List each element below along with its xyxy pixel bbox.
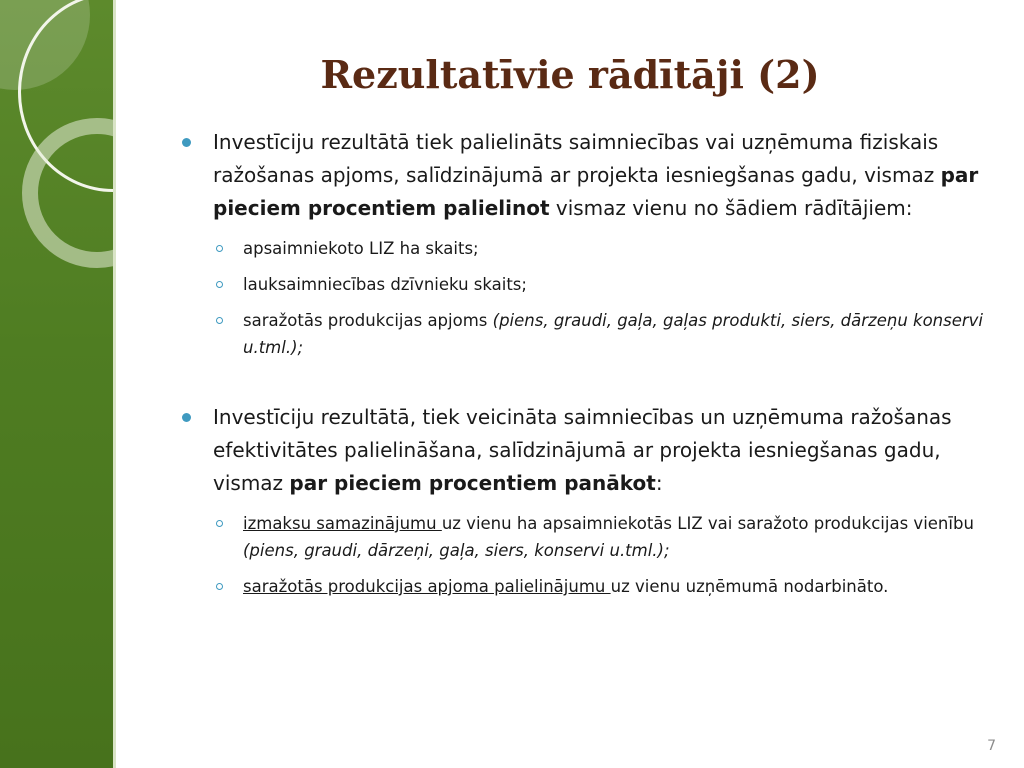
sidebar-edge [113,0,116,768]
sidebar-decoration [0,0,113,768]
bullet-2-sublist [213,510,990,600]
sub-item-underline: saražotās produkcijas apjoma palielinājumu [243,577,611,596]
sub-item-italic: (piens, graudi, gaļa, gaļas produkti, siers, dārzeņu konservi u.tml.); [243,311,984,357]
bullet-1-bold: par pieciem procentiem palielinot [213,163,979,220]
bullet-2-tail: : [655,471,663,495]
sub-item-italic: (piens, graudi, dārzeņi, gaļa, siers, konservi u.tml.); [243,541,670,560]
page-number: 7 [987,738,996,754]
sub-item-underline: izmaksu samazinājumu [243,514,442,533]
sub-item-liz [213,235,990,262]
bullet-2-text: Investīciju rezultātā, tiek veicināta saimniecības un uzņēmuma ražošanas efektivitātes palielināšana, salīdzinājumā ar projekta iesniegšanas gadu, vismaz [213,405,952,495]
sub-item-animals [213,271,990,298]
sub-item-text: apsaimniekoto LIZ ha skaits; [243,239,479,258]
bullet-2-bold: par pieciem procentiem panākot [289,471,656,495]
sub-item-text: lauksaimniecības dzīvnieku skaits; [243,275,527,294]
slide-content [180,126,990,609]
sub-item-cost [213,510,990,564]
sub-item-text: uz vienu uzņēmumā nodarbināto. [610,577,889,596]
bullet-2 [180,401,990,600]
sub-item-output [213,573,990,600]
bullet-1-tail: vismaz vienu no šādiem rādītājiem: [549,196,913,220]
bullet-1-sublist [213,235,990,361]
slide-title: Rezultatīvie rādītāji (2) [320,52,820,97]
sub-item-text: saražotās produkcijas apjoms [243,311,493,330]
sub-item-production [213,307,990,361]
bullet-1 [180,126,990,361]
sub-item-text: uz vienu ha apsaimniekotās LIZ vai saražoto produkcijas vienību [441,514,974,533]
bullet-1-text: Investīciju rezultātā tiek palielināts saimniecības vai uzņēmuma fiziskais ražošanas apjoms, salīdzinājumā ar projekta iesniegšanas gadu, vismaz [213,130,941,187]
